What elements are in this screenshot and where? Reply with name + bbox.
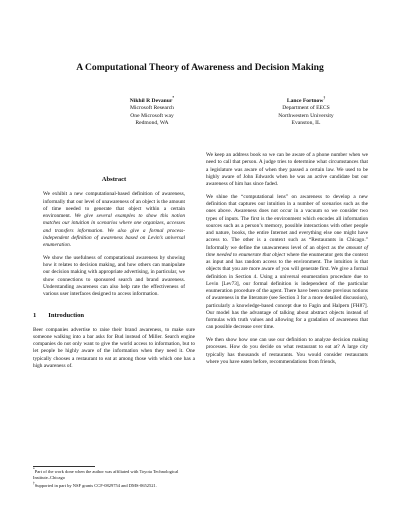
author-block-1	[92, 98, 212, 128]
body-paragraph-1: We keep an address book so we can be aware of a phone number when we need to call that person. A judge tries to determine what circumstances that a legislature was aware of when they passed a certain law. We used to be highly aware of John Edwards when he was an active candidate but our awareness of him has since faded.	[206, 152, 368, 187]
footnote-text: Part of the work done when the author was affiliated with Toyota Technological Institute–Chicago	[33, 469, 179, 480]
footnote-mark: †	[33, 481, 35, 486]
author-name: Lance Fortnow	[286, 98, 324, 104]
section-heading	[33, 312, 195, 319]
author-city: Evanston, IL	[291, 120, 321, 127]
footnote-mark: *	[33, 467, 35, 472]
abstract-text-italic: We give several examples to show this notion matches our intuition in scenarios where one organizes, accesses and transfers information. We also give a formal process-independent definition of awareness based on Levin’s universal enumeration.	[43, 213, 185, 248]
footnote-text: Supported in part by NSF grants CCF-0829754 and DMS-0652521.	[34, 483, 157, 488]
abstract-paragraph-1	[43, 191, 185, 249]
section-title: Introduction	[48, 312, 85, 320]
left-column	[33, 176, 195, 376]
author-affiliation: Microsoft Research	[130, 105, 174, 112]
author-address: One Microsoft way	[130, 112, 174, 119]
author-name: Nikhil R Devanur	[129, 98, 173, 104]
abstract-heading: Abstract	[101, 176, 127, 183]
author-city: Redmond, WA	[135, 120, 169, 127]
body-text-italic: the amount of time needed to enumerate that object	[206, 244, 368, 258]
footnote-mark: *	[172, 96, 175, 101]
intro-paragraph: Beer companies advertise to raise their brand awareness, to make sure someone walking into a bar asks for Bud instead of Miller. Search engine companies do not only want to give the world access to information, but to let people be highly aware of the information when they need it. One typically chooses a restaurant to eat at among those with which one has a high awareness of.	[33, 326, 195, 369]
section-number: 1	[33, 312, 37, 320]
body-text: where the enumerator gets the context as input and has random access to the environment. The intuition is that objects that you are more aware of you will generate first. We give a formal definition in Section 4. Using a universal enumeration procedure due to Levin [Lev73], our formal definition is independent of the particular enumeration procedure of the agent. There have been some previous notions of awareness in the literature (see Section 3 for a more detailed discussion), particularly a knowledge-based concept due to Fagin and Halpern [FH87]. Our model has the advantage of talking about abstract objects instead of formulas with truth values and allowing for a gradation of awareness that can possible decrease over time.	[206, 251, 368, 331]
abstract-text: We exhibit a new computational-based definition of awareness, informally that our level of unawareness of an object is the amount of time needed to generate that object within a certain environment.	[43, 191, 185, 219]
body-paragraph-3: We then show how one can use our definition to analyze decision making processes. How do you decide on what restaurant to eat at? A large city typically has thousands of restaurants. You would consider restaurants where you have eaten before, recommendations from friends,	[206, 337, 368, 365]
footnote-mark: †	[323, 96, 326, 101]
right-column	[206, 152, 368, 372]
author-address: Northwestern University	[278, 112, 334, 119]
footnote-1	[33, 469, 195, 481]
body-paragraph-2	[206, 194, 368, 332]
footnote-2	[33, 483, 195, 489]
paper-title: A Computational Theory of Awareness and Decision Making	[76, 62, 324, 73]
abstract-paragraph-2: We show the usefulness of computational awareness by showing how it relates to decision making, and how others can manipulate our decision making with appropriate advertising, in particular, we show connections to sponsored search and brand awareness. Understanding awareness can also help rate the effectiveness of various user interfaces designed to access information.	[43, 254, 185, 298]
author-block-2	[246, 98, 366, 128]
abstract-body	[33, 191, 195, 298]
body-text: We shine the “computational lens” on awareness to develop a new definition that captures our intuition in a number of scenarios such as the ones above. Awareness does not occur in a vacuum so we consider two types of inputs. The first is the environment which encodes all information sources such as a person’s memory, possible interactions with other people and nature, books, the entire Internet and everything else one might have access to. The other is a context such as “Restaurants in Chicago.” Informally we define the unawareness level of an object as	[206, 193, 368, 251]
footnote-rule	[33, 466, 95, 467]
author-affiliation: Department of EECS	[282, 105, 330, 112]
